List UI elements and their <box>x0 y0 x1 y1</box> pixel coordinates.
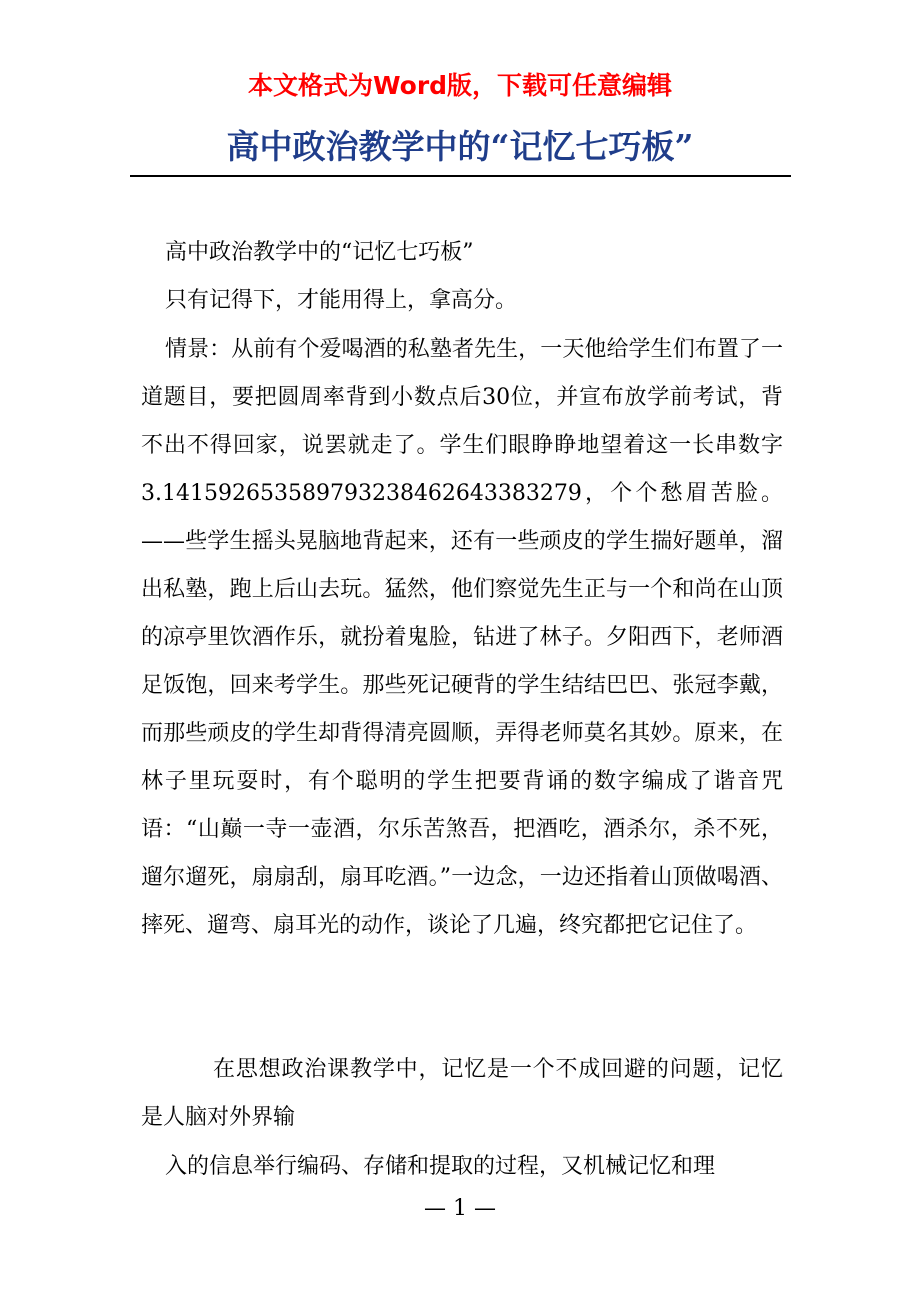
document-title: 高中政治教学中的“记忆七巧板” <box>226 127 694 166</box>
body-paragraph-2: 在思想政治课教学中，记忆是一个不成回避的问题，记忆是人脑对外界输 <box>141 1057 783 1130</box>
motto-line: 只有记得下，才能用得上，拿高分。 <box>165 288 518 313</box>
body-heading-line: 高中政治教学中的“记忆七巧板” <box>165 240 474 265</box>
title-divider <box>130 175 791 177</box>
page-number: — 1 — <box>424 1196 496 1221</box>
body-paragraph-3: 入的信息举行编码、存储和提取的过程，又机械记忆和理 <box>165 1154 716 1179</box>
word-format-banner: 本文格式为Word版，下载可任意编辑 <box>247 71 673 100</box>
story-paragraph: 情景：从前有个爱喝酒的私塾者先生，一天他给学生们布置了一道题目，要把圆周率背到小数点后30位，并宣布放学前考试，背不出不得回家，说罢就走了。学生们眼睁睁地望着这一长串数字3.141592653589793238462643383279，个个愁眉苦脸。——些学生摇头晃脑地背起来，还有一些顽皮的学生揣好题单，溜出私塾，跑上后山去玩。猛然，他们察觉先生正与一个和尚在山顶的凉亭里饮酒作乐，就扮着鬼脸，钻进了林子。夕阳西下，老师酒足饭饱，回来考学生。那些死记硬背的学生结结巴巴、张冠李戴，而那些顽皮的学生却背得清亮圆顺，弄得老师莫名其妙。原来，在林子里玩耍时，有个聪明的学生把要背诵的数字编成了谐音咒语：“山巅一寺一壶酒，尔乐苦煞吾，把酒吃，酒杀尔，杀不死，遛尔遛死，扇扇刮，扇耳吃酒。”一边念，一边还指着山顶做喝酒、摔死、遛弯、扇耳光的动作，谈论了几遍，终究都把它记住了。 <box>141 337 783 938</box>
